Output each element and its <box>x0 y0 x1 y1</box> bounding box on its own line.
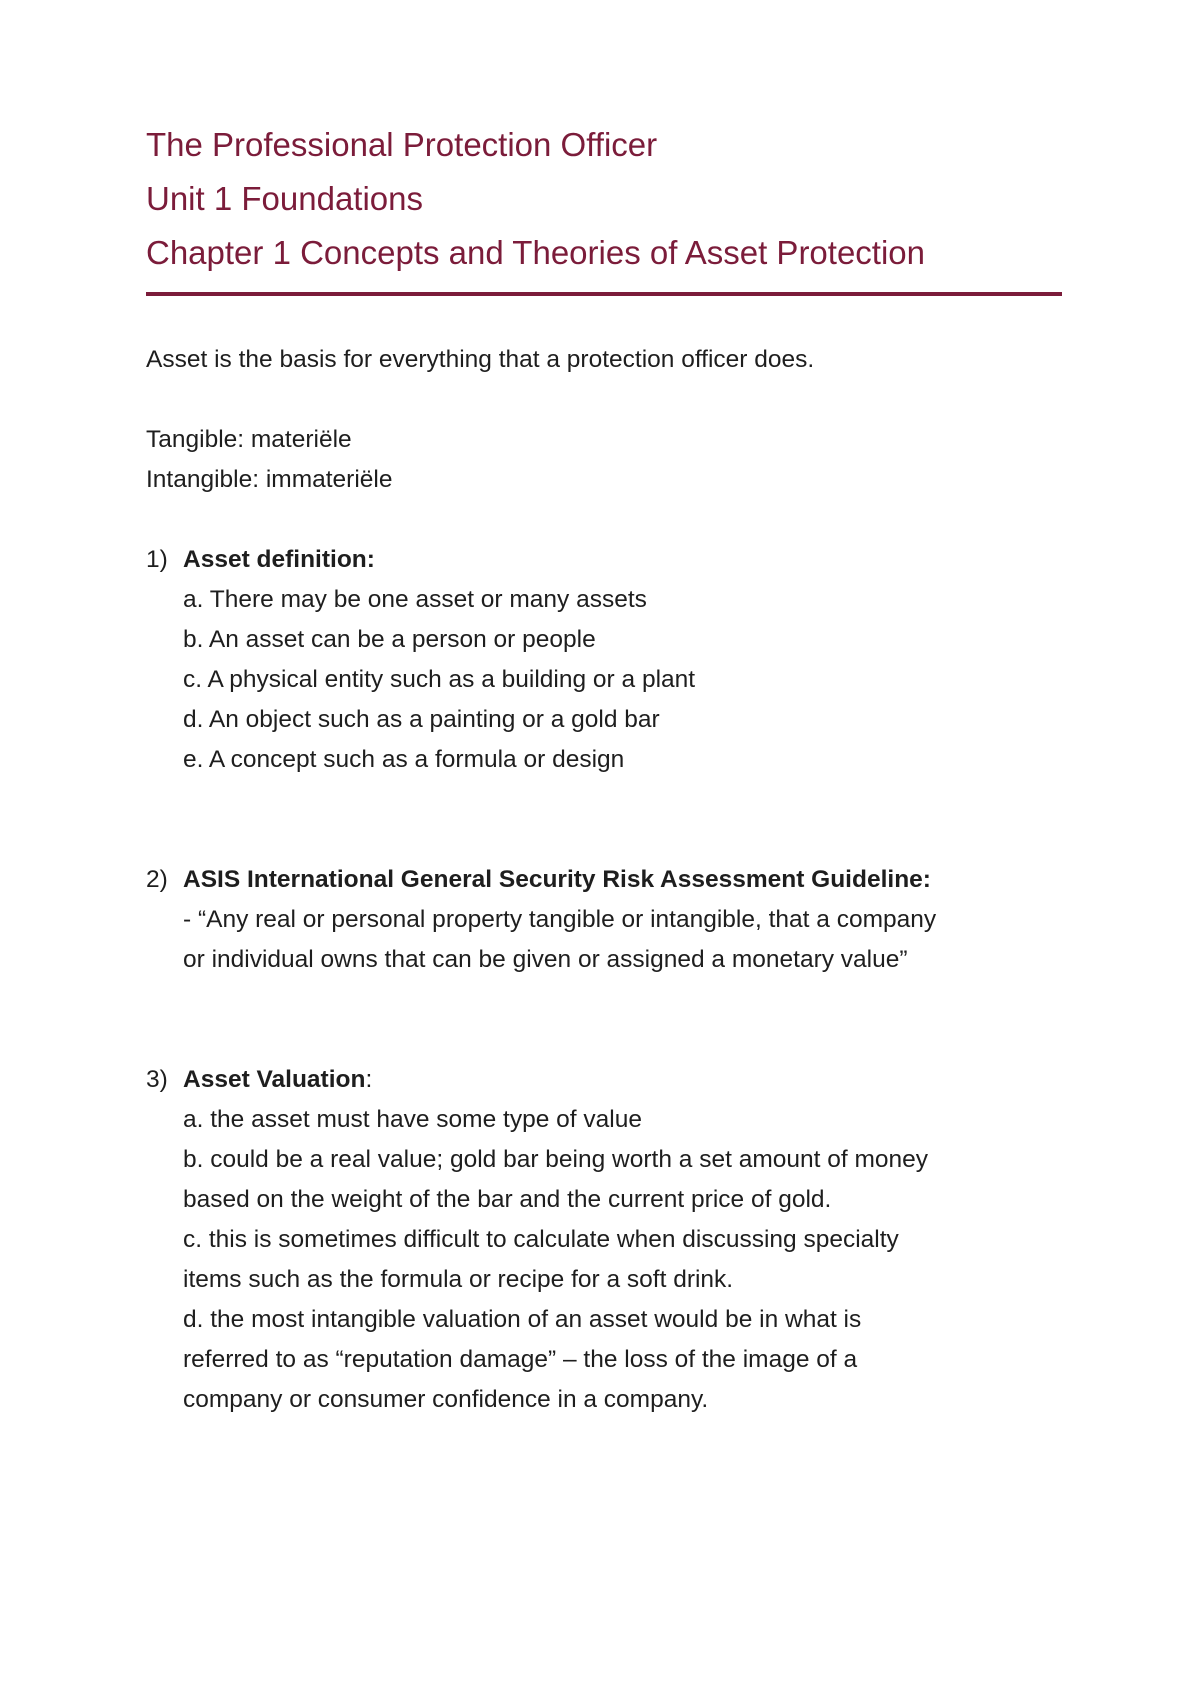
section-number: 2) <box>146 866 168 893</box>
section-title: ASIS International General Security Risk Assessment Guideline: <box>183 866 931 893</box>
glossary-intangible: Intangible: immateriële <box>146 466 393 493</box>
section-number: 1) <box>146 546 168 573</box>
document-header <box>146 118 1066 296</box>
list-item: a. There may be one asset or many assets <box>183 586 647 613</box>
list-item: company or consumer confidence in a company. <box>183 1386 709 1413</box>
list-item: d. the most intangible valuation of an asset would be in what is <box>183 1306 862 1333</box>
list-item: b. could be a real value; gold bar being worth a set amount of money <box>183 1146 928 1173</box>
glossary <box>146 420 1066 500</box>
section-number: 3) <box>146 1066 168 1093</box>
document-title: The Professional Protection Officer <box>146 126 658 163</box>
list-item: a. the asset must have some type of value <box>183 1106 642 1133</box>
unit-title: Unit 1 Foundations <box>146 180 424 217</box>
section-title: Asset Valuation <box>183 1066 366 1093</box>
list-item: c. A physical entity such as a building or a plant <box>183 666 696 693</box>
section-title-suffix: : <box>365 1066 373 1093</box>
list-item: c. this is sometimes difficult to calculate when discussing specialty <box>183 1226 899 1253</box>
title-divider <box>146 292 1062 296</box>
section-heading <box>146 1060 1066 1100</box>
section-list <box>146 900 1066 980</box>
list-item: d. An object such as a painting or a gold bar <box>183 706 660 733</box>
section-heading <box>146 540 1066 580</box>
list-item: e. A concept such as a formula or design <box>183 746 625 773</box>
section-list <box>146 580 1066 780</box>
list-item: b. An asset can be a person or people <box>183 626 596 653</box>
list-item: referred to as “reputation damage” – the loss of the image of a <box>183 1346 858 1373</box>
section-asis-guideline <box>146 860 1066 980</box>
section-title: Asset definition: <box>183 546 375 573</box>
section-asset-definition <box>146 540 1066 780</box>
quote-line: or individual owns that can be given or assigned a monetary value” <box>183 946 908 973</box>
intro-paragraph: Asset is the basis for everything that a protection officer does. <box>146 346 815 373</box>
section-heading <box>146 860 1066 900</box>
section-list <box>146 1100 1066 1420</box>
quote-line: - “Any real or personal property tangible or intangible, that a company <box>183 906 937 933</box>
document-content <box>146 118 1066 1420</box>
glossary-tangible: Tangible: materiële <box>146 426 352 453</box>
list-item: items such as the formula or recipe for a soft drink. <box>183 1266 734 1293</box>
section-asset-valuation <box>146 1060 1066 1420</box>
chapter-title: Chapter 1 Concepts and Theories of Asset Protection <box>146 234 926 271</box>
list-item: based on the weight of the bar and the current price of gold. <box>183 1186 832 1213</box>
